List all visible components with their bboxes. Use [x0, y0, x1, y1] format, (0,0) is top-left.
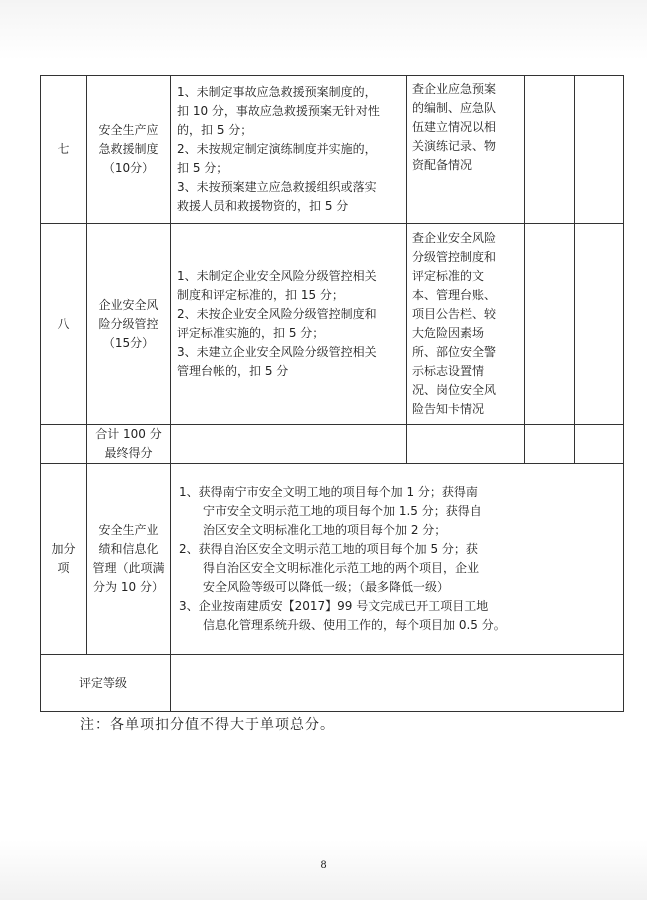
bonus-item-line: 绩和信息化	[98, 542, 159, 556]
deduction-line: 3、未建立企业安全风险分级管控相关	[177, 345, 377, 359]
method-line: 况、岗位安全风	[412, 383, 497, 397]
item-line: （15分）	[102, 335, 155, 350]
check-method-cell	[407, 224, 525, 425]
method-line: 示标志设置情	[412, 364, 485, 378]
bonus-rule-line: 1、获得南宁市安全文明工地的项目每个加 1 分；获得南	[179, 485, 478, 499]
final-score-label: 最终得分	[104, 446, 153, 460]
check-method-cell	[407, 76, 525, 224]
grade-value-cell	[171, 655, 624, 712]
deduction-line: 扣 5 分；	[177, 161, 229, 175]
row-number-text: 八	[57, 316, 70, 331]
deduction-line: 管理台帐的，扣 5 分	[177, 364, 289, 378]
deduction-line: 2、未按企业安全风险分级管控制度和	[177, 307, 377, 321]
method-line: 分级管控制度和	[412, 250, 497, 264]
item-line: 急救援制度	[98, 142, 159, 156]
bonus-label-line: 项	[57, 561, 70, 575]
page-number: 8	[320, 860, 327, 871]
bonus-rule-line: 安全风险等级可以降低一级；（最多降低一级）	[203, 580, 450, 594]
bonus-rule-line: 治区安全文明标准化工地的项目每个加 2 分；	[203, 523, 447, 537]
row-number-text: 七	[57, 142, 70, 156]
deduction-line: 制度和评定标准的，扣 15 分；	[177, 288, 344, 302]
bonus-label-line: 加分	[51, 542, 76, 556]
footnote: 注：各单项扣分值不得大于单项总分。	[80, 717, 335, 733]
score-table	[40, 75, 624, 712]
total-row	[41, 425, 624, 464]
total-value-cell	[575, 425, 624, 464]
deduction-line: 1、未制定事故应急救援预案制度的，	[177, 85, 377, 99]
total-label: 合计 100 分	[95, 427, 162, 441]
total-blank-cell	[41, 425, 87, 464]
total-value-cell	[407, 425, 525, 464]
bonus-rules-cell	[171, 464, 624, 655]
deduction-line: 3、未按预案建立应急救援组织或落实	[177, 180, 377, 194]
deduction-line: 2、未按规定制定演练制度并实施的，	[177, 142, 377, 156]
table-row	[41, 224, 624, 425]
deduction-line: 救援人员和救援物资的，扣 5 分	[177, 199, 349, 213]
deduction-cell	[171, 224, 407, 425]
bonus-item-line: 分为 10 分）	[93, 580, 164, 594]
item-cell	[87, 224, 171, 425]
method-line: 评定标准的文	[412, 269, 485, 283]
deduction-line: 的，扣 5 分；	[177, 123, 253, 137]
score-cell	[575, 224, 624, 425]
table-row	[41, 76, 624, 224]
bonus-rule-line: 3、企业按南建质安【2017】99 号文完成已开工项目工地	[179, 599, 489, 613]
bonus-rule-line: 宁市安全文明示范工地的项目每个加 1.5 分；获得自	[203, 504, 482, 518]
total-label-cell	[87, 425, 171, 464]
item-line: 企业安全风	[98, 297, 159, 312]
deduction-line: 扣 10 分，事故应急救援预案无针对性	[177, 104, 380, 118]
method-line: 险告知卡情况	[412, 402, 485, 416]
bonus-item-cell	[87, 464, 171, 655]
grade-label-cell	[41, 655, 171, 712]
bonus-label-cell	[41, 464, 87, 655]
grade-row	[41, 655, 624, 712]
item-line: 安全生产应	[98, 123, 159, 137]
total-value-cell	[525, 425, 575, 464]
row-number	[41, 76, 87, 224]
deduction-cell	[171, 76, 407, 224]
deduction-line: 1、未制定企业安全风险分级管控相关	[177, 269, 377, 283]
method-line: 所、部位安全警	[412, 345, 497, 359]
method-line: 本、管理台账、	[412, 288, 497, 302]
method-line: 关演练记录、物	[412, 139, 497, 153]
method-line: 伍建立情况以相	[412, 120, 497, 134]
method-line: 查企业安全风险	[412, 231, 497, 245]
method-line: 查企业应急预案	[412, 82, 497, 96]
score-cell	[575, 76, 624, 224]
total-value-cell	[171, 425, 407, 464]
method-line: 项目公告栏、较	[412, 307, 497, 321]
bonus-rule-line: 2、获得自治区安全文明示范工地的项目每个加 5 分；获	[179, 542, 478, 556]
score-sheet	[40, 75, 623, 712]
bonus-item-line: 管理（此项满	[92, 561, 165, 575]
deduction-line: 评定标准实施的，扣 5 分；	[177, 326, 325, 340]
bonus-row	[41, 464, 624, 655]
method-line: 的编制、应急队	[412, 101, 497, 115]
item-line: （10分）	[102, 161, 155, 175]
grade-label: 评定等级	[79, 675, 128, 690]
row-number	[41, 224, 87, 425]
method-line: 资配备情况	[412, 158, 473, 172]
score-cell	[525, 76, 575, 224]
bonus-rule-line: 信息化管理系统升级、使用工作的，每个项目加 0.5 分。	[203, 618, 506, 632]
method-line: 大危险因素场	[412, 326, 485, 340]
score-cell	[525, 224, 575, 425]
bonus-rule-line: 得自治区安全文明标准化示范工地的两个项目，企业	[203, 561, 480, 575]
item-line: 险分级管控	[98, 316, 159, 331]
item-cell	[87, 76, 171, 224]
bonus-item-line: 安全生产业	[98, 523, 159, 537]
